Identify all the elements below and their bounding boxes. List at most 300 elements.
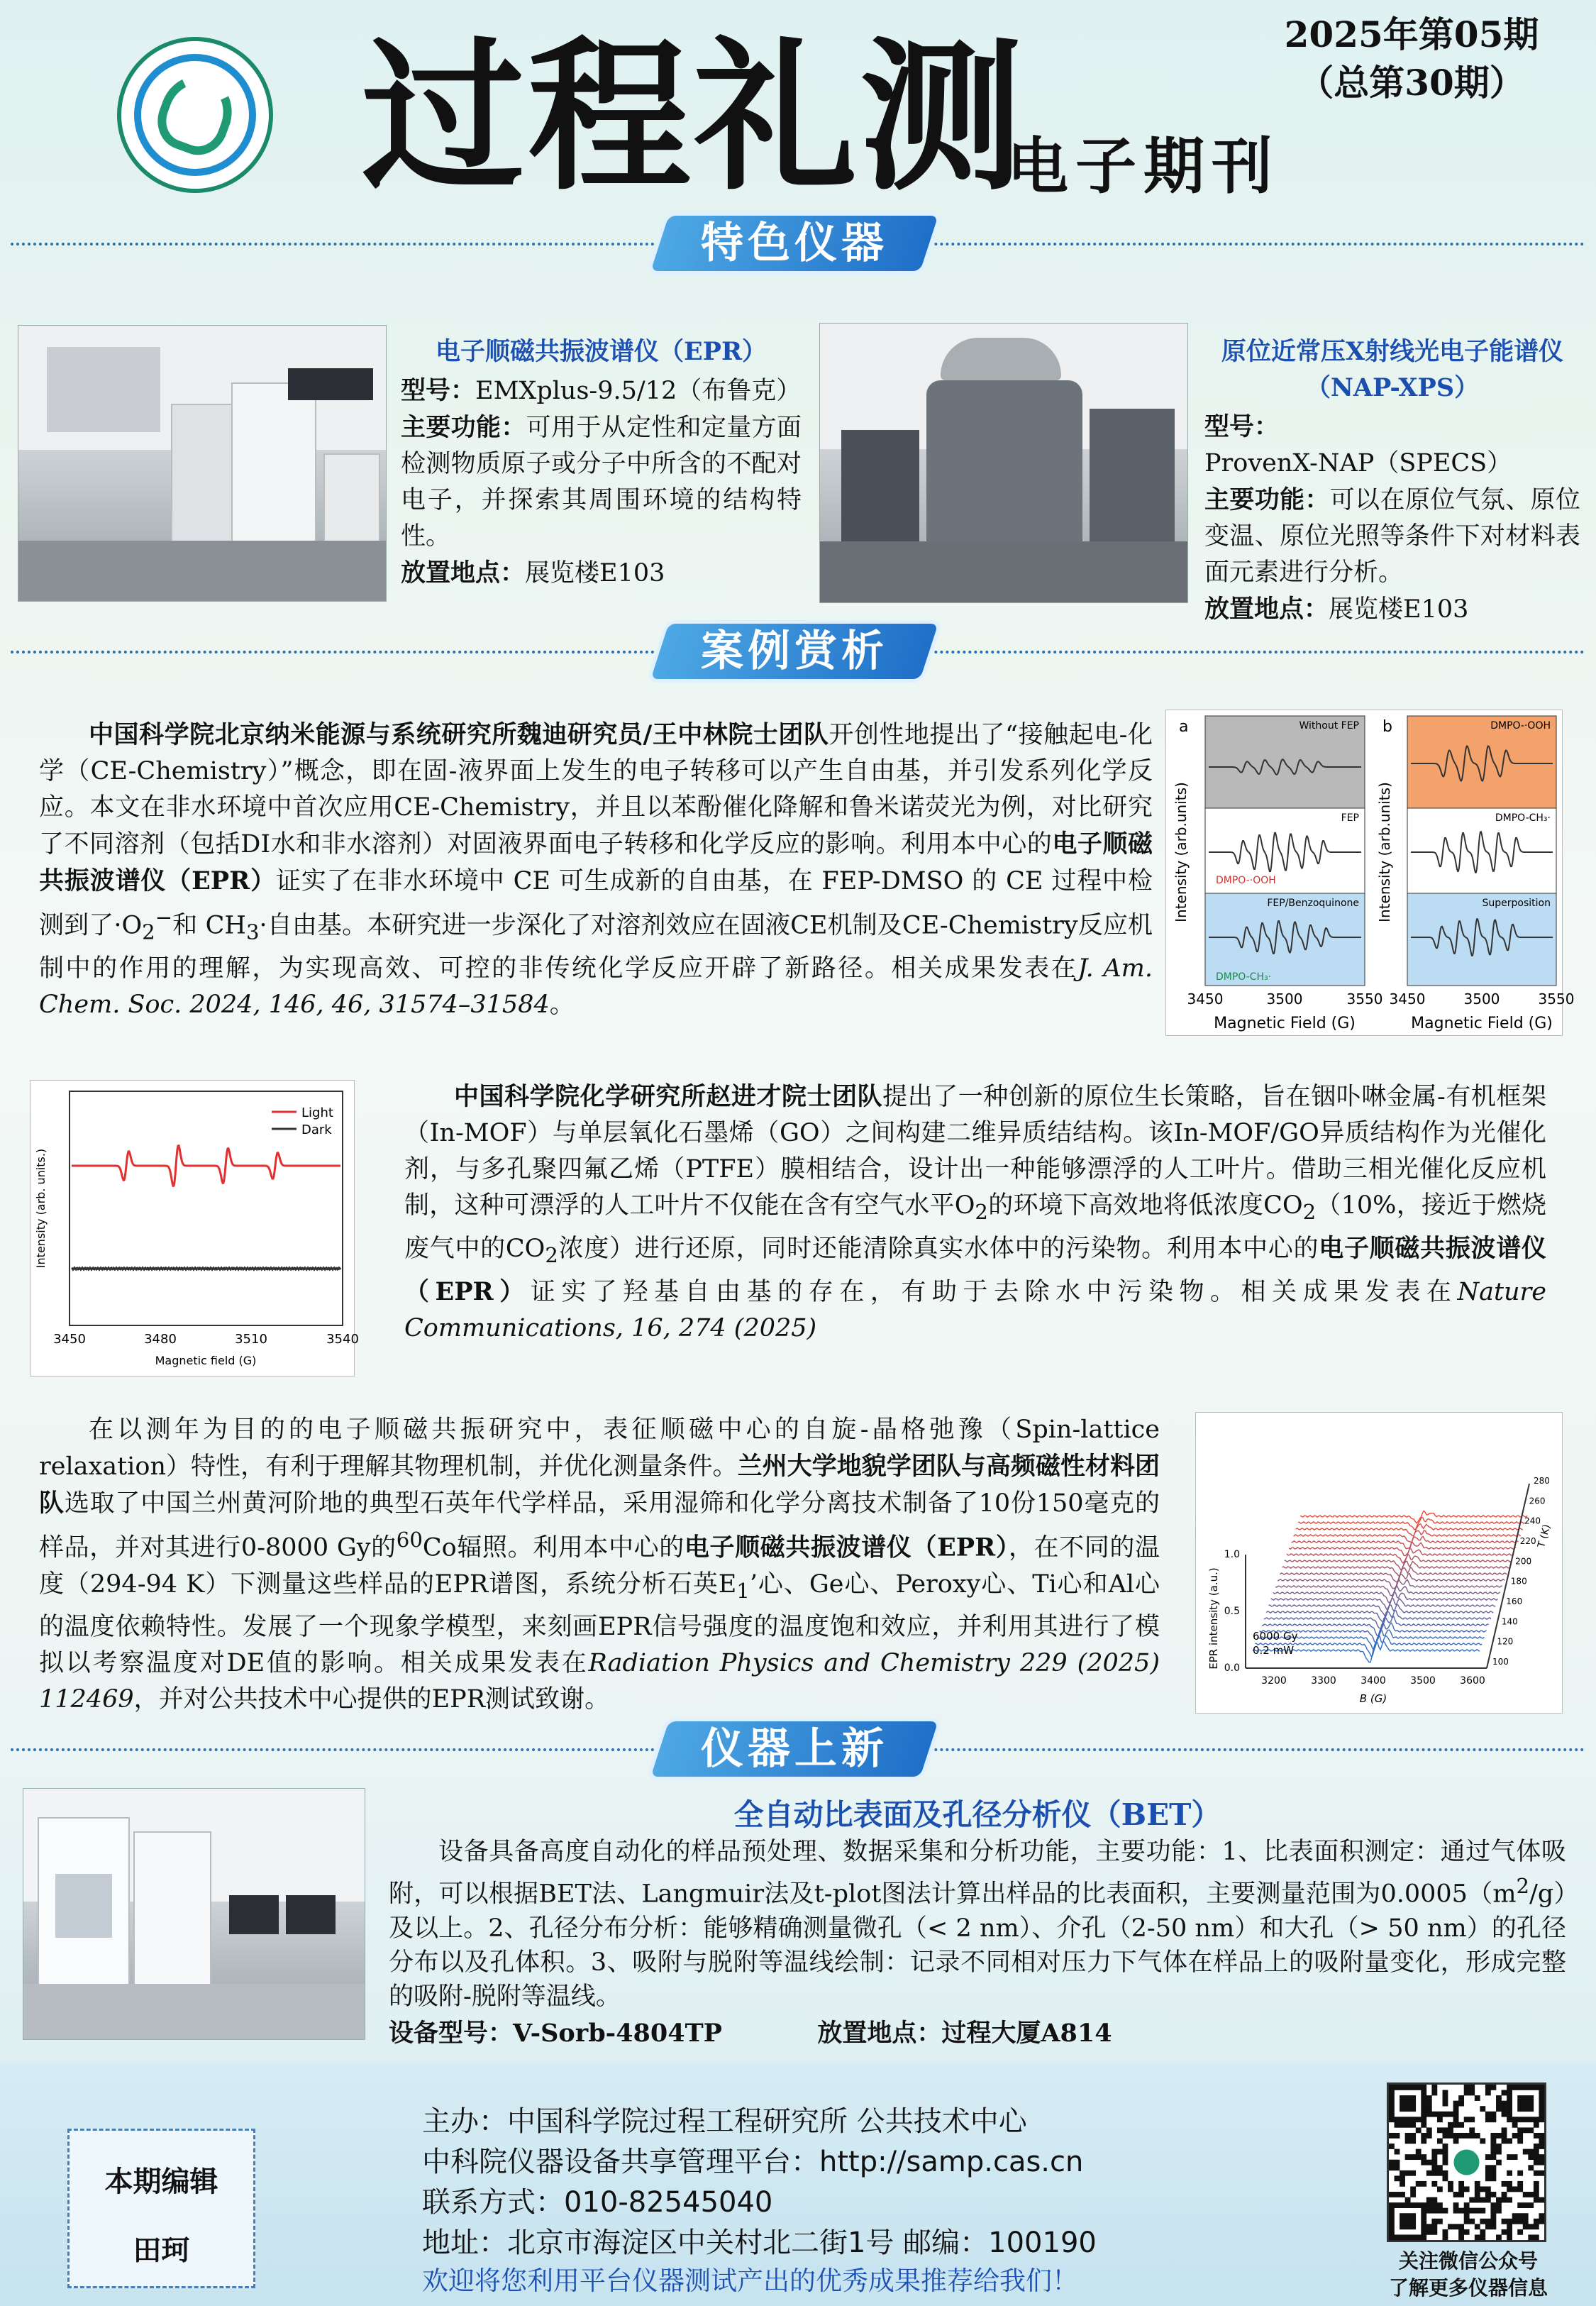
host-line: 主办：中国科学院过程工程研究所 公共技术中心 bbox=[422, 2105, 1027, 2138]
qr-module bbox=[1453, 2101, 1459, 2107]
qr-module bbox=[1507, 2117, 1512, 2122]
qr-module bbox=[1517, 2170, 1523, 2176]
qr-module bbox=[1507, 2181, 1512, 2187]
qr-module bbox=[1523, 2224, 1529, 2229]
instrument-function: 可以在原位气氛、原位变温、原位光照等条件下对材料表面元素进行分析。 bbox=[1204, 486, 1580, 587]
qr-module bbox=[1539, 2170, 1544, 2176]
qr-module bbox=[1528, 2192, 1534, 2197]
qr-module bbox=[1464, 2208, 1470, 2214]
qr-module bbox=[1528, 2106, 1534, 2112]
waterfall-trace bbox=[1271, 1591, 1498, 1610]
qr-module bbox=[1502, 2101, 1507, 2107]
wechat-qr-code[interactable] bbox=[1387, 2082, 1546, 2242]
qr-module bbox=[1485, 2175, 1491, 2181]
epr-light-dark-chart bbox=[30, 1080, 359, 1377]
qr-module bbox=[1405, 2117, 1411, 2122]
qr-module bbox=[1464, 2133, 1470, 2139]
body-text: 证实了羟基自由基的存在，有助于去除水中污染物。相关成果发表在 bbox=[530, 1278, 1458, 1306]
qr-module bbox=[1480, 2234, 1485, 2240]
qr-module bbox=[1490, 2219, 1496, 2224]
qr-module bbox=[1416, 2181, 1422, 2187]
qr-module bbox=[1507, 2085, 1512, 2090]
qr-module bbox=[1523, 2202, 1529, 2208]
qr-module bbox=[1443, 2144, 1448, 2149]
qr-module bbox=[1502, 2106, 1507, 2112]
qr-module bbox=[1431, 2165, 1437, 2170]
qr-module bbox=[1528, 2234, 1534, 2240]
qr-module bbox=[1416, 2117, 1422, 2122]
z-tick: 220 bbox=[1519, 1536, 1536, 1546]
issue-number bbox=[1256, 11, 1568, 107]
qr-module bbox=[1410, 2202, 1416, 2208]
qr-module bbox=[1400, 2122, 1405, 2128]
epr-photo bbox=[18, 325, 387, 602]
body-text: 浓度）进行还原，同时还能清除真实水体中的污染物。利用本中心的 bbox=[558, 1235, 1319, 1263]
instrument-location: 展览楼E103 bbox=[1329, 595, 1469, 624]
qr-module bbox=[1528, 2117, 1534, 2122]
qr-module bbox=[1437, 2165, 1443, 2170]
qr-module bbox=[1464, 2085, 1470, 2090]
instrument-title: 原位近常压X射线光电子能谱仪 bbox=[1221, 337, 1564, 366]
qr-module bbox=[1410, 2101, 1416, 2107]
qr-module bbox=[1507, 2186, 1512, 2192]
qr-module bbox=[1421, 2101, 1426, 2107]
qr-module bbox=[1410, 2234, 1416, 2240]
qr-module bbox=[1490, 2224, 1496, 2229]
qr-module bbox=[1458, 2234, 1464, 2240]
qr-module bbox=[1421, 2122, 1426, 2128]
qr-module bbox=[1469, 2127, 1475, 2133]
section-tag bbox=[650, 1721, 938, 1777]
qr-module bbox=[1475, 2192, 1480, 2197]
qr-module bbox=[1395, 2234, 1400, 2240]
qr-module bbox=[1496, 2095, 1502, 2101]
journal-title: 过程礼测 bbox=[362, 21, 1026, 213]
waterfall-trace bbox=[1298, 1518, 1525, 1530]
qr-module bbox=[1507, 2170, 1512, 2176]
qr-module bbox=[1507, 2095, 1512, 2101]
qr-module bbox=[1453, 2208, 1459, 2214]
qr-module bbox=[1410, 2213, 1416, 2219]
qr-module bbox=[1431, 2219, 1437, 2224]
qr-caption-line: 了解更多仪器信息 bbox=[1388, 2276, 1548, 2300]
qr-module bbox=[1517, 2127, 1523, 2133]
qr-module bbox=[1389, 2165, 1395, 2170]
qr-module bbox=[1485, 2186, 1491, 2192]
qr-module bbox=[1528, 2127, 1534, 2133]
qr-module bbox=[1528, 2202, 1534, 2208]
y-axis-label: Intensity (arb.units) bbox=[1173, 782, 1190, 922]
qr-module bbox=[1453, 2139, 1459, 2144]
qr-module bbox=[1517, 2219, 1523, 2224]
x-axis-label: B (G) bbox=[1359, 1692, 1387, 1705]
section-title: 仪器上新 bbox=[701, 1724, 888, 1774]
x-tick: 3450 bbox=[1389, 991, 1426, 1008]
qr-module bbox=[1426, 2202, 1432, 2208]
qr-module bbox=[1421, 2202, 1426, 2208]
qr-module bbox=[1485, 2219, 1491, 2224]
qr-module bbox=[1458, 2208, 1464, 2214]
qr-module bbox=[1539, 2095, 1544, 2101]
qr-module bbox=[1453, 2122, 1459, 2128]
qr-module bbox=[1405, 2197, 1411, 2203]
qr-module bbox=[1448, 2186, 1453, 2192]
qr-module bbox=[1405, 2234, 1411, 2240]
subscript: 2 bbox=[545, 1243, 558, 1267]
qr-module bbox=[1458, 2101, 1464, 2107]
journal-subtitle: 电子期刊 bbox=[1007, 131, 1280, 202]
qr-module bbox=[1458, 2181, 1464, 2187]
qr-module bbox=[1395, 2149, 1400, 2155]
qr-module bbox=[1437, 2219, 1443, 2224]
body-text: ·自由基。本研究进一步深化了对溶剂效应在固液CE机制及CE-Chemistry反应机制中的作用的理解，为实现高效、可控的非传统化学反应开辟了新路径。相关成果发表在 bbox=[39, 911, 1153, 983]
qr-module bbox=[1480, 2139, 1485, 2144]
qr-module bbox=[1534, 2219, 1539, 2224]
x-axis-label: Magnetic field (G) bbox=[155, 1354, 257, 1367]
editor-box bbox=[67, 2129, 255, 2288]
qr-module bbox=[1534, 2160, 1539, 2166]
qr-module bbox=[1523, 2219, 1529, 2224]
section-tag bbox=[650, 624, 938, 679]
z-tick: 260 bbox=[1529, 1496, 1546, 1506]
qr-module bbox=[1496, 2106, 1502, 2112]
series-label: DMPO-CH₃· bbox=[1495, 812, 1551, 824]
citation: Nature Communications, 16, 274 (2025) bbox=[404, 1278, 1546, 1342]
qr-module bbox=[1443, 2095, 1448, 2101]
qr-module bbox=[1416, 2149, 1422, 2155]
qr-module bbox=[1539, 2139, 1544, 2144]
qr-module bbox=[1502, 2219, 1507, 2224]
x-tick: 3500 bbox=[1463, 991, 1500, 1008]
waterfall-trace bbox=[1268, 1599, 1495, 1616]
qr-module bbox=[1534, 2186, 1539, 2192]
qr-module bbox=[1453, 2224, 1459, 2229]
qr-module bbox=[1426, 2095, 1432, 2101]
qr-module bbox=[1421, 2160, 1426, 2166]
qr-module bbox=[1400, 2181, 1405, 2187]
qr-module bbox=[1389, 2224, 1395, 2229]
qr-module bbox=[1437, 2117, 1443, 2122]
editor-label: 本期编辑 bbox=[104, 2166, 218, 2198]
qr-module bbox=[1490, 2133, 1496, 2139]
qr-module bbox=[1421, 2224, 1426, 2229]
qr-module bbox=[1395, 2085, 1400, 2090]
qr-module bbox=[1475, 2186, 1480, 2192]
qr-module bbox=[1502, 2197, 1507, 2203]
qr-module bbox=[1517, 2117, 1523, 2122]
address-line: 地址：北京市海淀区中关村北二街1号 邮编：100190 bbox=[422, 2227, 1097, 2259]
qr-module bbox=[1431, 2149, 1437, 2155]
series-label: Without FEP bbox=[1299, 720, 1359, 732]
qr-module bbox=[1512, 2122, 1518, 2128]
qr-module bbox=[1458, 2192, 1464, 2197]
qr-module bbox=[1405, 2154, 1411, 2160]
qr-module bbox=[1448, 2112, 1453, 2117]
qr-module bbox=[1400, 2234, 1405, 2240]
qr-module bbox=[1400, 2202, 1405, 2208]
qr-module bbox=[1517, 2186, 1523, 2192]
qr-code-icon bbox=[1389, 2085, 1544, 2240]
qr-module bbox=[1437, 2127, 1443, 2133]
waterfall-trace bbox=[1294, 1530, 1521, 1543]
qr-module bbox=[1523, 2192, 1529, 2197]
qr-module bbox=[1512, 2133, 1518, 2139]
qr-module bbox=[1534, 2133, 1539, 2139]
qr-module bbox=[1528, 2154, 1534, 2160]
qr-module bbox=[1421, 2133, 1426, 2139]
qr-module bbox=[1405, 2133, 1411, 2139]
qr-module bbox=[1517, 2133, 1523, 2139]
qr-module bbox=[1421, 2085, 1426, 2090]
qr-module bbox=[1475, 2095, 1480, 2101]
qr-module bbox=[1512, 2117, 1518, 2122]
x-tick: 3600 bbox=[1460, 1675, 1485, 1687]
qr-module bbox=[1431, 2229, 1437, 2235]
qr-module bbox=[1464, 2117, 1470, 2122]
qr-module bbox=[1410, 2117, 1416, 2122]
qr-module bbox=[1507, 2101, 1512, 2107]
section-banner-new bbox=[0, 1717, 1596, 1781]
qr-module bbox=[1539, 2144, 1544, 2149]
qr-module bbox=[1421, 2139, 1426, 2144]
qr-module bbox=[1523, 2149, 1529, 2155]
x-tick: 3400 bbox=[1361, 1675, 1386, 1687]
waterfall-trace bbox=[1291, 1537, 1518, 1549]
series-light bbox=[72, 1146, 340, 1186]
qr-module bbox=[1502, 2192, 1507, 2197]
qr-module bbox=[1448, 2224, 1453, 2229]
qr-module bbox=[1534, 2224, 1539, 2229]
subscript: 2 bbox=[975, 1200, 988, 1224]
qr-module bbox=[1523, 2101, 1529, 2107]
qr-module bbox=[1410, 2192, 1416, 2197]
qr-module bbox=[1464, 2186, 1470, 2192]
qr-module bbox=[1400, 2085, 1405, 2090]
body-text: 设备具备高度自动化的样品预处理、数据采集和分析功能，主要功能：1、比表面积测定：通过气体吸附，可以根据BET法、Langmuir法及t-plot图法计算出样品的比表面积，主要测量范围为0.0005（m bbox=[389, 1838, 1566, 1909]
qr-module bbox=[1528, 2224, 1534, 2229]
qr-module bbox=[1496, 2197, 1502, 2203]
qr-module bbox=[1490, 2208, 1496, 2214]
qr-module bbox=[1437, 2202, 1443, 2208]
qr-module bbox=[1426, 2170, 1432, 2176]
bet-instrument-card bbox=[389, 1795, 1566, 2051]
qr-module bbox=[1443, 2090, 1448, 2096]
qr-module bbox=[1539, 2085, 1544, 2090]
qr-module bbox=[1443, 2160, 1448, 2166]
qr-module bbox=[1410, 2170, 1416, 2176]
qr-module bbox=[1395, 2192, 1400, 2197]
case-study-3 bbox=[39, 1412, 1160, 1718]
body-text: Co辐照。利用本中心的 bbox=[422, 1533, 685, 1562]
x-tick: 3450 bbox=[1187, 991, 1224, 1008]
qr-module bbox=[1426, 2208, 1432, 2214]
qr-module bbox=[1496, 2144, 1502, 2149]
qr-module bbox=[1517, 2181, 1523, 2187]
instrument-name: 电子顺磁共振波谱仪（EPR） bbox=[404, 1234, 1546, 1306]
subscript: 1 bbox=[736, 1578, 750, 1603]
qr-module bbox=[1416, 2154, 1422, 2160]
qr-module bbox=[1426, 2160, 1432, 2166]
label: 型号： bbox=[1204, 412, 1280, 441]
qr-module bbox=[1453, 2117, 1459, 2122]
body-text: 和 CH bbox=[172, 911, 246, 940]
qr-module bbox=[1431, 2160, 1437, 2166]
qr-module bbox=[1464, 2202, 1470, 2208]
qr-module bbox=[1490, 2085, 1496, 2090]
qr-module bbox=[1539, 2213, 1544, 2219]
qr-module bbox=[1523, 2085, 1529, 2090]
waterfall-trace bbox=[1266, 1604, 1493, 1623]
qr-module bbox=[1421, 2090, 1426, 2096]
z-tick: 200 bbox=[1515, 1556, 1532, 1567]
case-study-2 bbox=[404, 1078, 1546, 1347]
qr-module bbox=[1410, 2186, 1416, 2192]
qr-module bbox=[1534, 2170, 1539, 2176]
qr-module bbox=[1437, 2112, 1443, 2117]
platform-link[interactable]: 中科院仪器设备共享管理平台：http://samp.cas.cn bbox=[422, 2146, 1084, 2178]
qr-module bbox=[1507, 2224, 1512, 2229]
qr-module bbox=[1453, 2133, 1459, 2139]
superscript: 2 bbox=[1516, 1874, 1530, 1898]
institute-logo bbox=[117, 37, 273, 193]
qr-module bbox=[1448, 2181, 1453, 2187]
y-tick: 1.0 bbox=[1224, 1549, 1240, 1560]
body-text: ’心、Ge心、Peroxy心、Ti心和Al心的温度依赖特性。发展了一个现象学模型，来刻画EPR信号强度的温度饱和效应，并利用其进行了模拟以考察温度对DE值的影响。相关成果发表在 bbox=[39, 1569, 1160, 1677]
qr-module bbox=[1437, 2208, 1443, 2214]
qr-module bbox=[1458, 2095, 1464, 2101]
label: 主要功能： bbox=[1204, 485, 1330, 514]
qr-module bbox=[1421, 2154, 1426, 2160]
qr-module bbox=[1517, 2229, 1523, 2235]
research-team: 兰州大学地貌学团队与高频磁性材料团队 bbox=[39, 1452, 1160, 1518]
qr-module bbox=[1395, 2165, 1400, 2170]
qr-module bbox=[1469, 2197, 1475, 2203]
qr-module bbox=[1464, 2219, 1470, 2224]
qr-module bbox=[1400, 2101, 1405, 2107]
section-banner-cases bbox=[0, 619, 1596, 683]
qr-module bbox=[1400, 2095, 1405, 2101]
qr-module bbox=[1539, 2106, 1544, 2112]
qr-module bbox=[1410, 2122, 1416, 2128]
section-title: 特色仪器 bbox=[701, 219, 888, 268]
qr-module bbox=[1469, 2208, 1475, 2214]
qr-module bbox=[1490, 2165, 1496, 2170]
instrument-function: 可用于从定性和定量方面检测物质原子或分子中所含的不配对电子，并探索其周围环境的结构特性。 bbox=[401, 414, 802, 551]
qr-module bbox=[1389, 2101, 1395, 2107]
body-text: 在以测年为目的的电子顺磁共振研究中，表征顺磁中心的自旋-晶格弛豫（Spin-lattice relaxation）特性，有利于理解其物理机制，并优化测量条件。 bbox=[39, 1416, 1160, 1481]
instrument-location: 放置地点：过程大厦A814 bbox=[817, 2018, 1112, 2048]
qr-module bbox=[1453, 2192, 1459, 2197]
qr-module bbox=[1490, 2112, 1496, 2117]
instrument-title: 电子顺磁共振波谱仪（EPR） bbox=[435, 337, 767, 366]
z-tick: 240 bbox=[1524, 1516, 1541, 1526]
qr-module bbox=[1469, 2117, 1475, 2122]
section-banner-featured bbox=[0, 211, 1596, 275]
qr-module bbox=[1421, 2219, 1426, 2224]
qr-module bbox=[1458, 2122, 1464, 2128]
research-team: 中国科学院化学研究所赵进才院士团队 bbox=[454, 1082, 883, 1111]
qr-module bbox=[1490, 2144, 1496, 2149]
qr-module bbox=[1464, 2090, 1470, 2096]
qr-module bbox=[1496, 2101, 1502, 2107]
qr-module bbox=[1458, 2224, 1464, 2229]
epr-waterfall-chart bbox=[1195, 1412, 1563, 1714]
z-axis-label: T (K) bbox=[1536, 1523, 1553, 1550]
x-tick: 3540 bbox=[326, 1332, 359, 1347]
body-text: ，并对公共技术中心提供的EPR测试致谢。 bbox=[133, 1684, 610, 1714]
waterfall-trace bbox=[1296, 1524, 1523, 1536]
qr-module bbox=[1534, 2197, 1539, 2203]
qr-module bbox=[1400, 2224, 1405, 2229]
qr-module bbox=[1421, 2181, 1426, 2187]
qr-module bbox=[1389, 2192, 1395, 2197]
body-text: ，在不同的温度（294-94 K）下测量这些样品的EPR谱图，系统分析石英E bbox=[39, 1533, 1160, 1599]
superscript: − bbox=[155, 905, 173, 929]
qr-module bbox=[1485, 2090, 1491, 2096]
qr-module bbox=[1502, 2139, 1507, 2144]
qr-module bbox=[1389, 2112, 1395, 2117]
qr-module bbox=[1389, 2117, 1395, 2122]
body-text: 提出了一种创新的原位生长策略，旨在铟卟啉金属-有机框架（In-MOF）与单层氧化石墨烯（GO）之间构建二维异质结结构。该In-MOF/GO异质结构作为光催化剂，与多孔聚四氟乙烯（PTFE）膜相结合，设计出一种能够漂浮的人工叶片。借助三相光催化反应机制，这种可漂浮的人工叶片不仅能在含有空气水平O bbox=[404, 1083, 1546, 1220]
qr-module bbox=[1448, 2122, 1453, 2128]
qr-module bbox=[1502, 2133, 1507, 2139]
y-axis-label: Intensity (arb.units) bbox=[1376, 782, 1393, 922]
qr-module bbox=[1405, 2106, 1411, 2112]
qr-module bbox=[1443, 2170, 1448, 2176]
qr-module bbox=[1496, 2208, 1502, 2214]
qr-module bbox=[1523, 2127, 1529, 2133]
qr-module bbox=[1517, 2106, 1523, 2112]
qr-module bbox=[1539, 2101, 1544, 2107]
qr-module bbox=[1405, 2122, 1411, 2128]
qr-module bbox=[1389, 2090, 1395, 2096]
x-tick: 3550 bbox=[1346, 991, 1383, 1008]
qr-module bbox=[1523, 2117, 1529, 2122]
qr-module bbox=[1395, 2202, 1400, 2208]
qr-module bbox=[1410, 2106, 1416, 2112]
qr-module bbox=[1485, 2165, 1491, 2170]
qr-module bbox=[1502, 2090, 1507, 2096]
qr-module bbox=[1421, 2106, 1426, 2112]
epr-spectra-chart-a-b bbox=[1165, 710, 1575, 1036]
qr-module bbox=[1517, 2213, 1523, 2219]
qr-module bbox=[1458, 2229, 1464, 2235]
qr-module bbox=[1389, 2106, 1395, 2112]
qr-module bbox=[1534, 2181, 1539, 2187]
qr-module bbox=[1400, 2117, 1405, 2122]
label: 型号： bbox=[401, 376, 476, 405]
citation: Radiation Physics and Chemistry 229 (2025) 112469 bbox=[39, 1648, 1160, 1714]
qr-module bbox=[1496, 2160, 1502, 2166]
body-text: （10%，接近于燃烧废气中的CO bbox=[404, 1191, 1546, 1263]
instrument-title: 全自动比表面及孔径分析仪（BET） bbox=[733, 1797, 1221, 1832]
qr-module bbox=[1485, 2085, 1491, 2090]
qr-module bbox=[1480, 2186, 1485, 2192]
panel-label: a bbox=[1179, 718, 1189, 736]
marker-legend: DMPO-CH₃· bbox=[1216, 971, 1272, 983]
issue-total: （总第30期） bbox=[1298, 62, 1525, 104]
qr-module bbox=[1405, 2219, 1411, 2224]
qr-module bbox=[1437, 2170, 1443, 2176]
qr-module bbox=[1523, 2106, 1529, 2112]
qr-module bbox=[1534, 2144, 1539, 2149]
qr-module bbox=[1395, 2117, 1400, 2122]
qr-module bbox=[1534, 2085, 1539, 2090]
qr-module bbox=[1458, 2186, 1464, 2192]
qr-module bbox=[1389, 2144, 1395, 2149]
qr-module bbox=[1512, 2085, 1518, 2090]
qr-module bbox=[1389, 2213, 1395, 2219]
